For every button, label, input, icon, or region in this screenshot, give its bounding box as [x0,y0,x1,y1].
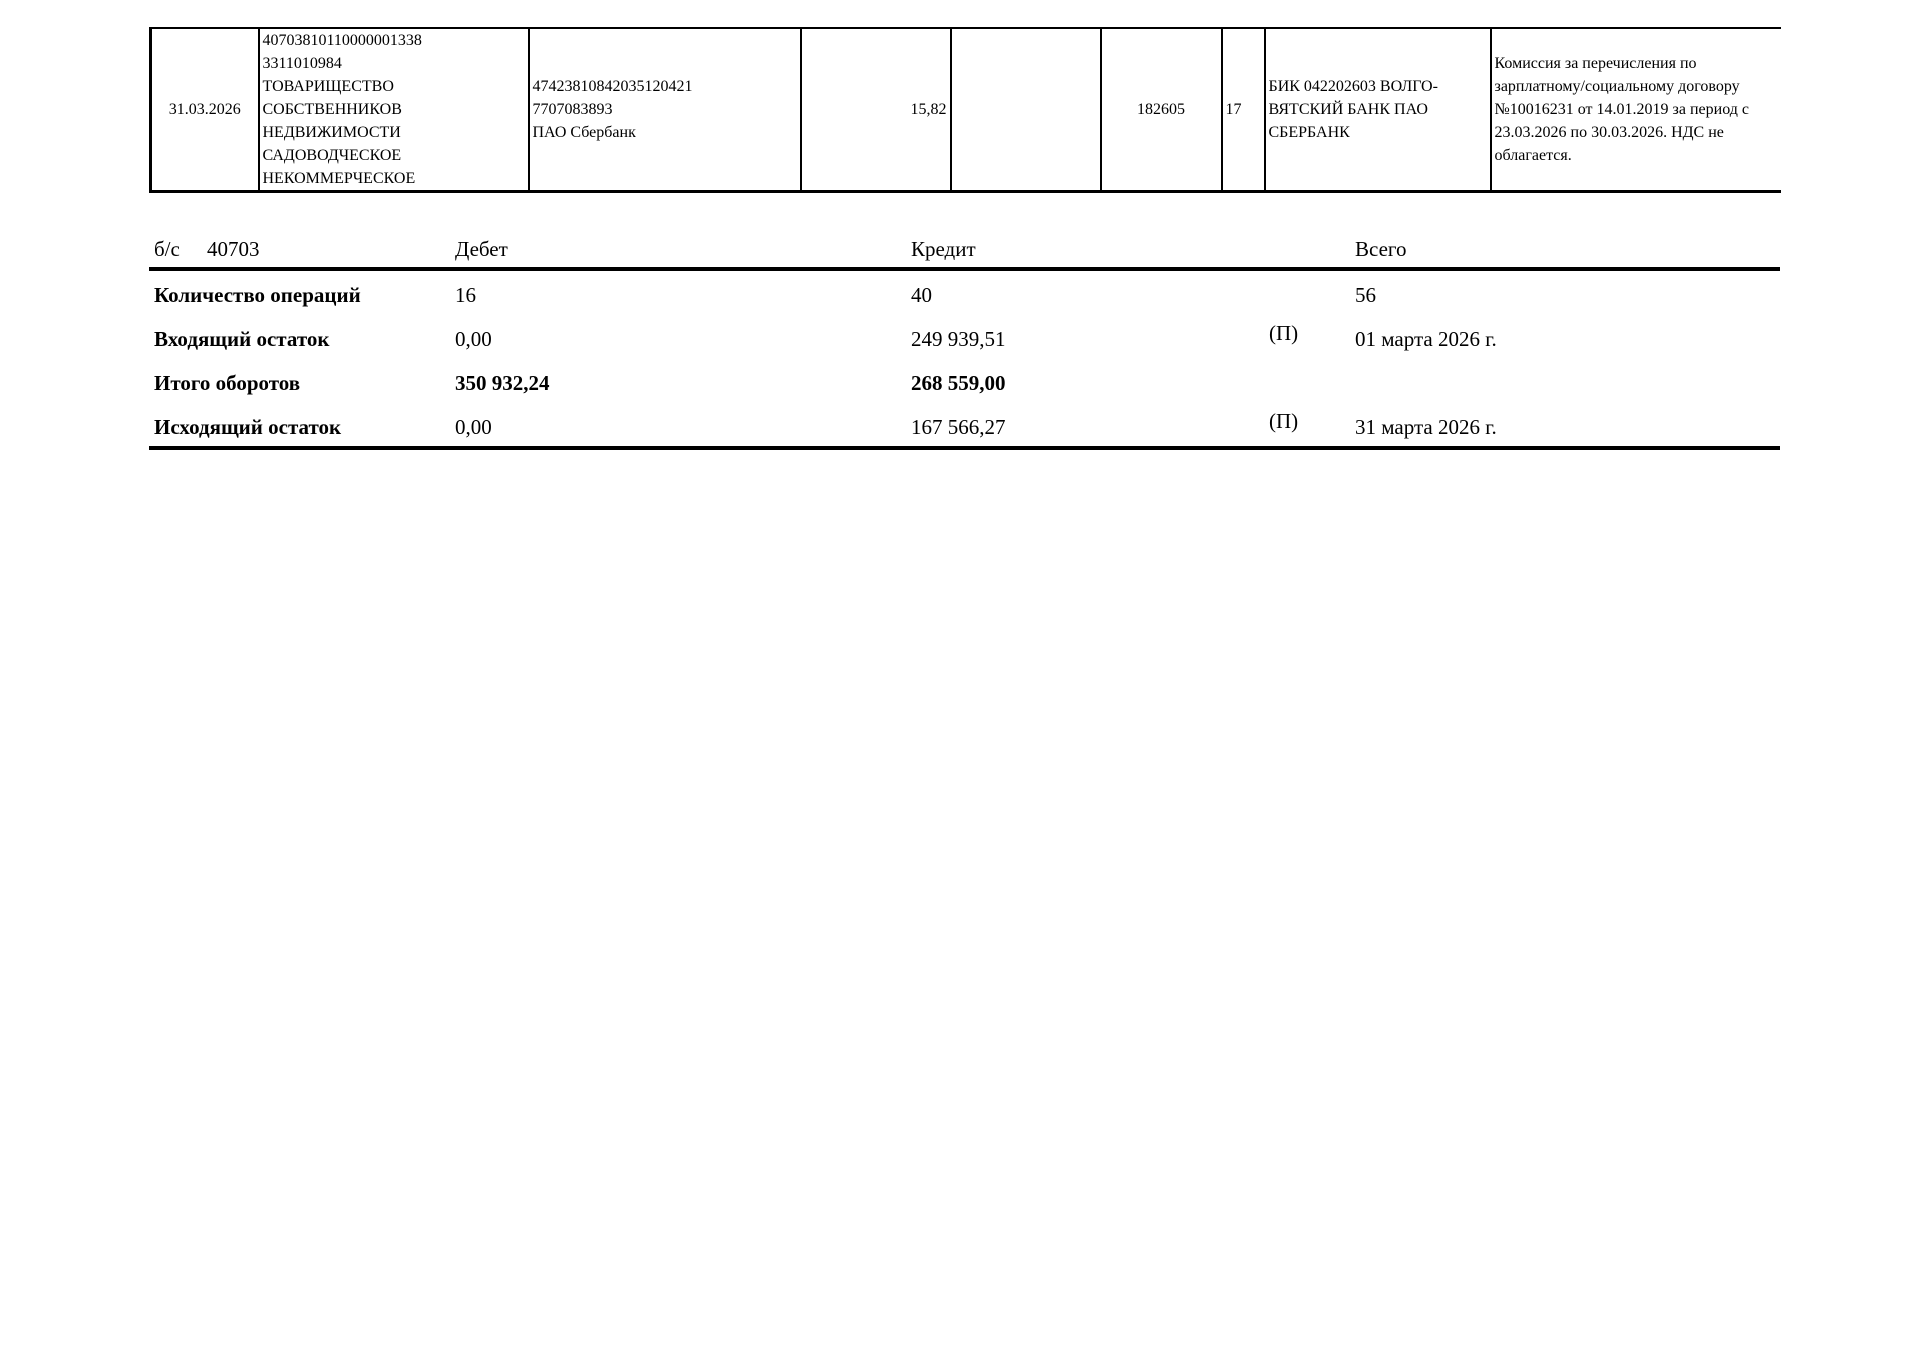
payer-name-line: ТОВАРИЩЕСТВО [262,78,394,95]
payer-name-line: СОБСТВЕННИКОВ [262,101,402,118]
payer-cell [259,28,529,192]
operations-count-debit: 16 [455,283,476,307]
bank-cell [1265,28,1491,192]
opening-balance-date: 01 марта 2026 г. [1355,327,1497,351]
opening-balance-credit: 249 939,51 [911,327,1006,351]
turnover-credit: 268 559,00 [911,371,1006,395]
credit-amount [951,28,1101,192]
account-number: 40703 [207,237,260,261]
debit-header: Дебет [455,237,508,261]
operations-count-label: Количество операций [154,283,361,307]
payer-name-line: НЕДВИЖИМОСТИ [262,124,401,141]
bank-name: БИК 042202603 ВОЛГО-ВЯТСКИЙ БАНК ПАО СБЕРБАНК [1268,78,1438,141]
closing-balance-debit: 0,00 [455,415,492,439]
payer-name-line: САДОВОДЧЕСКОЕ [262,147,402,164]
account-prefix: б/с [154,237,180,261]
summary-bottom-rule [149,446,1780,450]
recipient-account: 47423810842035120421 [532,78,693,95]
recipient-inn: 7707083893 [532,101,613,118]
purpose-cell [1491,28,1781,192]
total-header: Всего [1355,237,1407,261]
closing-balance-credit: 167 566,27 [911,415,1006,439]
operation-date: 31.03.2026 [151,28,259,192]
opening-balance-mark: (П) [1269,321,1299,345]
debit-amount: 15,82 [801,28,951,192]
recipient-cell [529,28,801,192]
recipient-name: ПАО Сбербанк [532,124,636,141]
payment-purpose: Комиссия за перечисления по зарплатному/социальному договору №10016231 от 14.01.2019 за период с 23.03.2026 по 30.03.2026. НДС не облагается. [1494,55,1749,164]
operation-code: 17 [1222,28,1265,192]
turnover-label: Итого оборотов [154,371,301,395]
summary-top-rule [149,267,1780,271]
payer-inn: 3311010984 [262,55,342,72]
table-row [151,28,1781,192]
turnover-debit: 350 932,24 [455,371,550,395]
opening-balance-label: Входящий остаток [154,327,330,351]
closing-balance-mark: (П) [1269,409,1299,433]
operations-count-credit: 40 [911,283,932,307]
payer-name-line: НЕКОММЕРЧЕСКОЕ [262,170,416,187]
opening-balance-debit: 0,00 [455,327,492,351]
operations-table [149,27,1781,193]
document-number: 182605 [1101,28,1222,192]
closing-balance-date: 31 марта 2026 г. [1355,415,1497,439]
credit-header: Кредит [911,237,976,261]
operations-count-total: 56 [1355,283,1376,307]
closing-balance-label: Исходящий остаток [154,415,342,439]
payer-account: 40703810110000001338 [262,32,422,49]
